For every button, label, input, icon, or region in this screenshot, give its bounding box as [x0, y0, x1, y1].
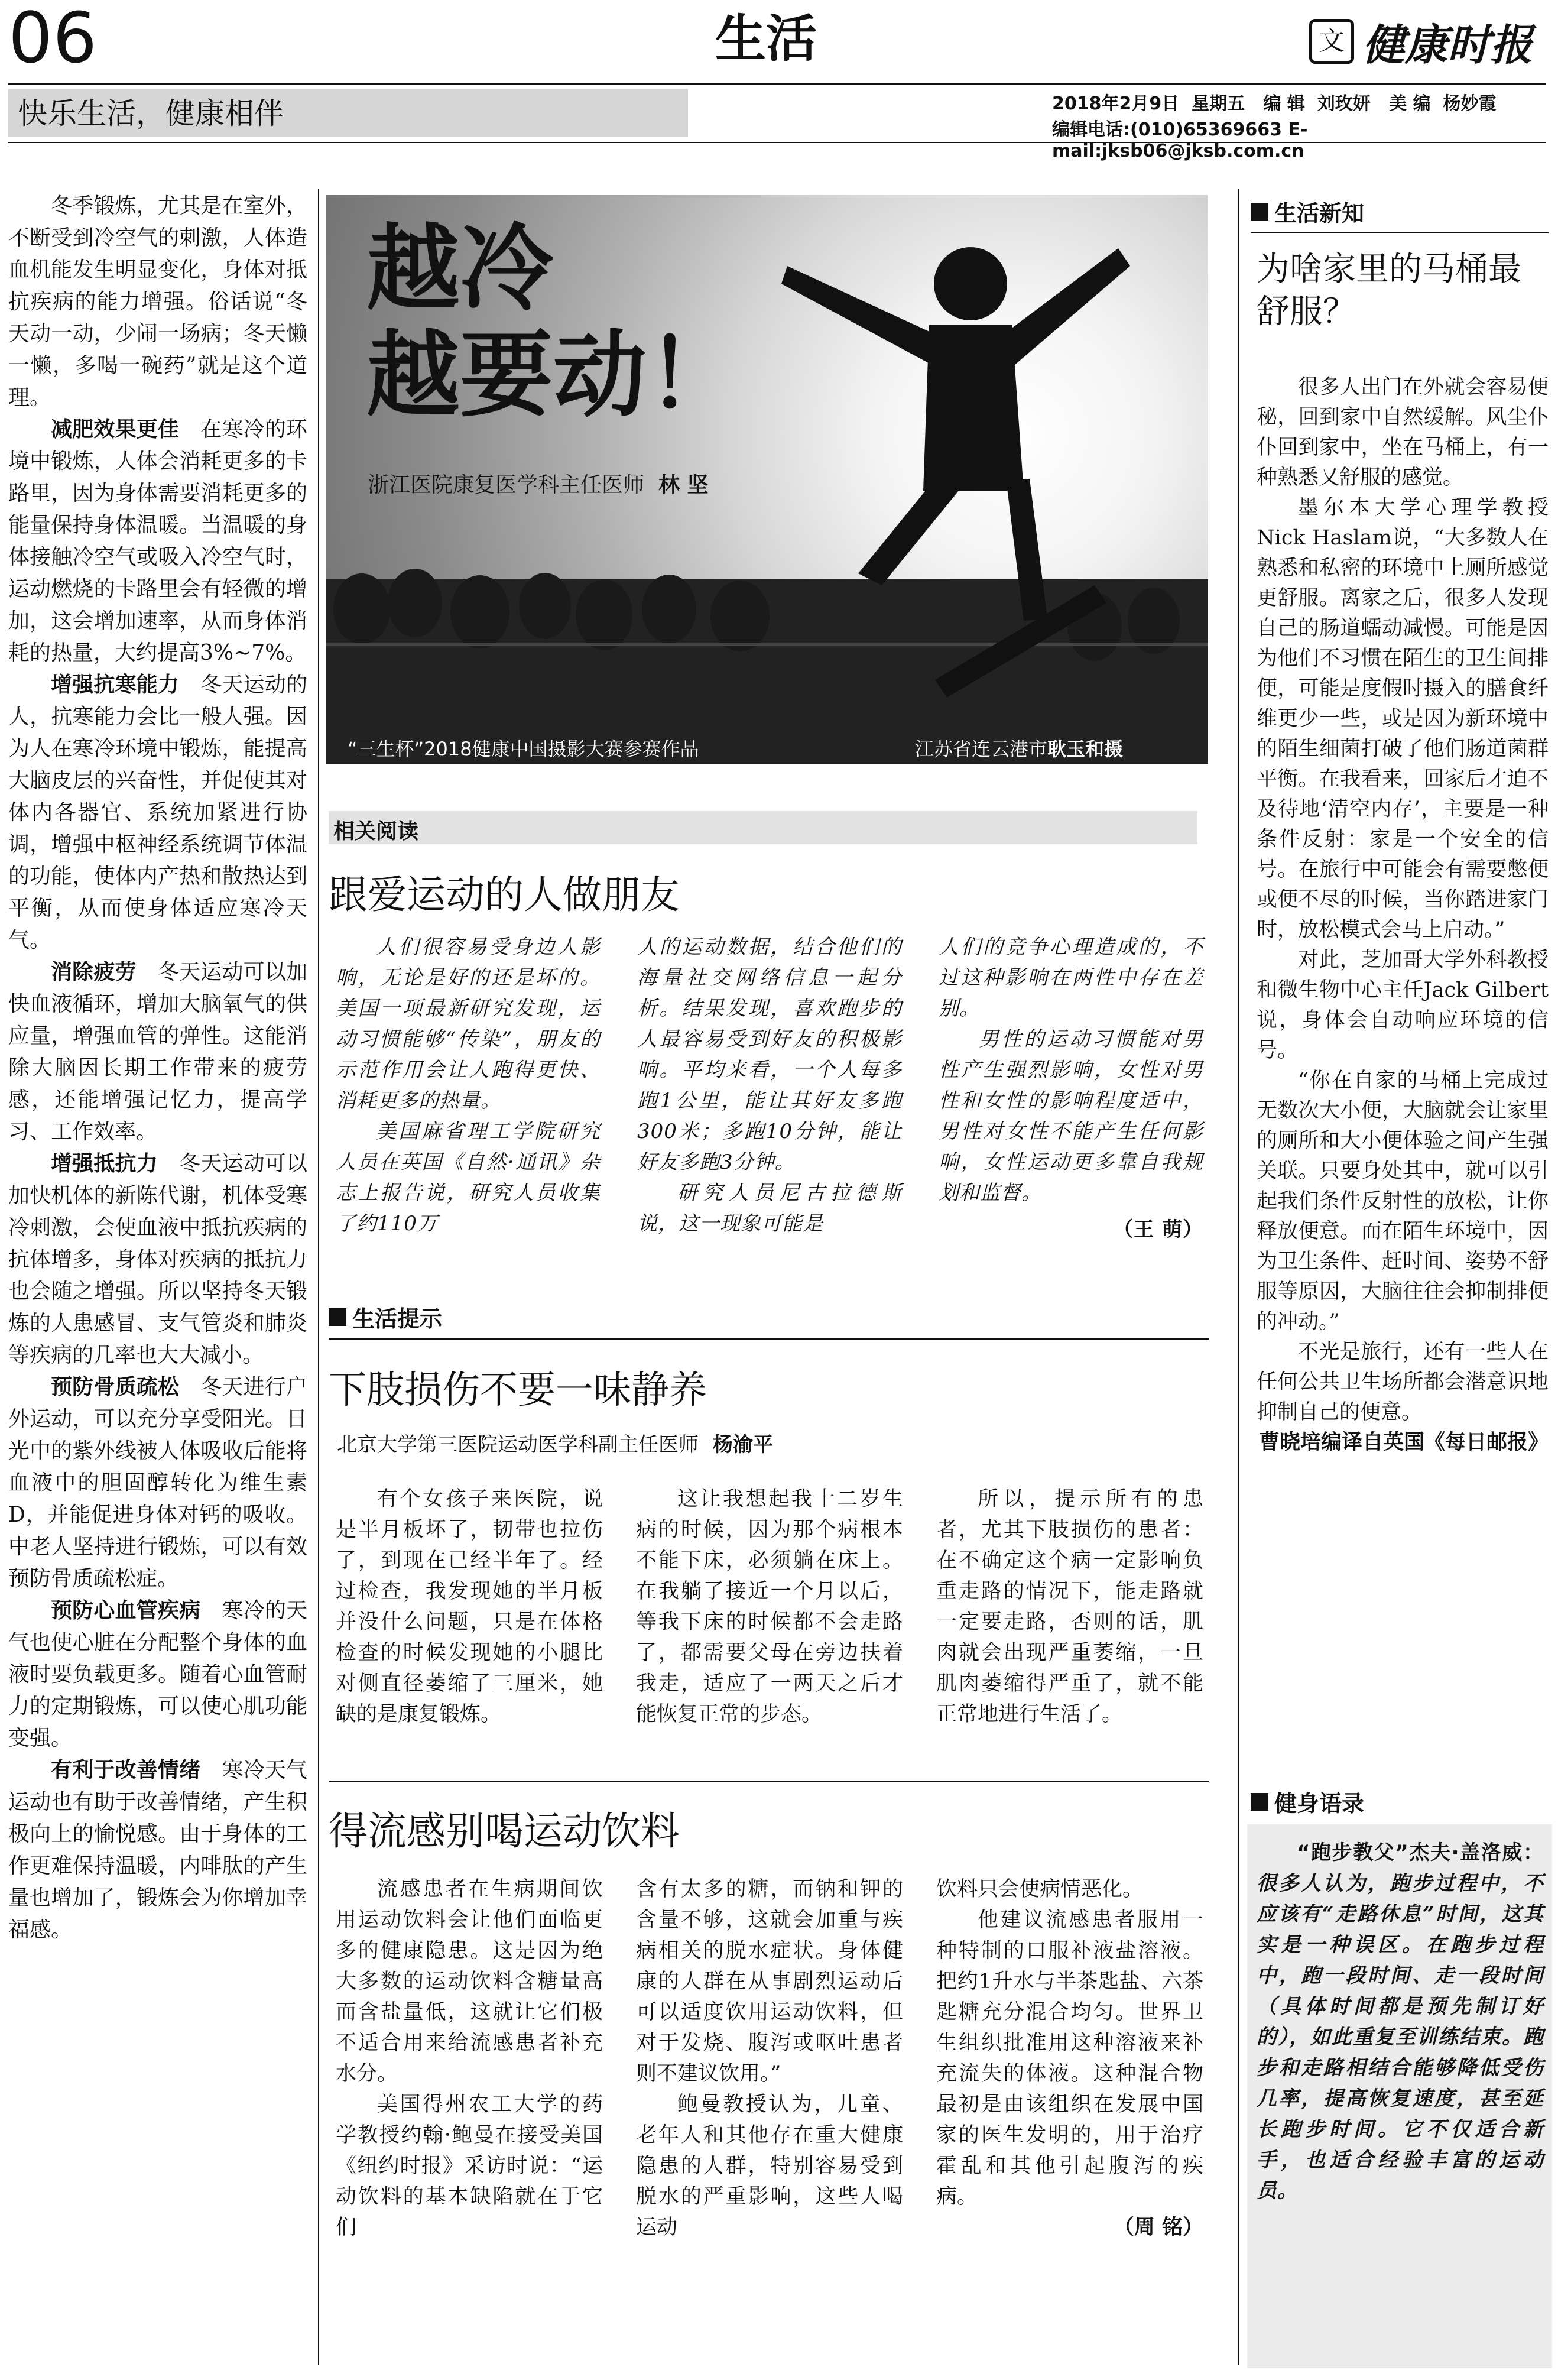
related-paragraph: 美国麻省理工学院研究人员在英国《自然·通讯》杂志上报告说，研究人员收集了约110万 [336, 1120, 601, 1236]
tips-headline: 下肢损伤不要一味静养 [329, 1369, 707, 1412]
feature-body [8, 190, 307, 1946]
knowledge-headline: 为啥家里的马桶最舒服？ [1257, 250, 1521, 331]
flu-paragraph: 他建议流感患者服用一种特制的口服补液盐溶液。把约1升水与半茶匙盐、六茶匙糖充分混合均匀。世界卫生组织批准用这种溶液来补充流失的体液。这种混合物最初是由该组织在发展中国家的医生发明的，用于治疗霍乱和其他引起腹泻的疾病。 [936, 1908, 1203, 2209]
slogan: 快乐生活，健康相伴 [18, 96, 284, 131]
section-text: 在寒冷的环境中锻炼，人体会消耗更多的卡路里，因为身体需要消耗更多的能量保持身体温暖。当温暖的身体接触冷空气或吸入冷空气时，运动燃烧的卡路里会有轻微的增加，这会增加速率，从而身体消耗的热量，大约提高3%~7%。 [8, 417, 307, 665]
knowledge-paragraph: “你在自家的马桶上完成过无数次大小便，大脑就会让家里的厕所和大小便体验之间产生强关联。只要身处其中，就可以引起我们条件反射性的放松，让你释放便意。而在陌生环境中，因为卫生条件、赶时间、姿势不舒服等原因，大脑往往会抑制排便的冲动。” [1257, 1069, 1549, 1334]
tips-col-1 [336, 1484, 603, 1730]
flu-paragraph: 鲍曼教授认为，儿童、老年人和其他存在重大健康隐患的人群，特别容易受到脱水的严重影响，这些人喝运动 [636, 2093, 903, 2239]
knowledge-paragraph: 对此，芝加哥大学外科教授和微生物中心主任Jack Gilbert说，身体会自动响应环境的信号。 [1257, 948, 1549, 1062]
related-paragraph: 人的运动数据，结合他们的海量社交网络信息一起分析。结果发现，喜欢跑步的人最容易受到好友的积极影响。平均来看，一个人每多跑1公里，能让其好友多跑300米；多跑10分钟，能让好友多跑3分钟。 [637, 935, 902, 1174]
tips-paragraph: 有个女孩子来医院，说是半月板坏了，韧带也拉伤了，到现在已经半年了。经过检查，我发现她的半月板并没什么问题，只是在体格检查的时候发现她的小腿比对侧直径萎缩了三厘米，她缺的是康复锻炼。 [336, 1487, 603, 1726]
feature-section [8, 1371, 307, 1595]
flu-paragraph: 饮料只会使病情恶化。 [936, 1878, 1144, 1901]
feature-section [8, 1755, 307, 1946]
related-col-1 [336, 932, 601, 1239]
knowledge-paragraph: 很多人出门在外就会容易便秘，回到家中自然缓解。风尘仆仆回到家中，坐在马桶上，有一种熟悉又舒服的感觉。 [1257, 375, 1549, 489]
photo-credit: 耿玉和摄 [1047, 738, 1124, 760]
knowledge-rule [1251, 232, 1549, 233]
flu-paragraph: 流感患者在生病期间饮用运动饮料会让他们面临更多的健康隐患。这是因为绝大多数的运动饮料含糖量高而含盐量低，这就让它们极不适合用来给流感患者补充水分。 [336, 1878, 603, 2086]
section-title: 生活 [715, 9, 817, 69]
tips-paragraph: 所以，提示所有的患者，尤其下肢损伤的患者：在不确定这个病一定影响负重走路的情况下，能走路就一定要走路，否则的话，肌肉就会出现严重萎缩，一旦肌肉萎缩得严重了，就不能正常地进行生活了。 [936, 1487, 1203, 1726]
section-text: 冬天进行户外运动，可以充分享受阳光。日光中的紫外线被人体吸收后能将血液中的胆固醇转化为维生素D，并能促进身体对钙的吸收。中老人坚持进行锻炼，可以有效预防骨质疏松症。 [8, 1375, 307, 1591]
knowledge-label [1251, 195, 1364, 228]
flu-col-3 [936, 1874, 1203, 2243]
related-paragraph: 人们很容易受身边人影响，无论是好的还是坏的。美国一项最新研究发现，运动习惯能够“传染”，朋友的示范作用会让人跑得更快、消耗更多的热量。 [336, 935, 601, 1113]
flu-col-1 [336, 1874, 603, 2243]
feature-intro: 冬季锻炼，尤其是在室外，不断受到冷空气的刺激，人体造血机能发生明显变化，身体对抵抗疾病的能力增强。俗话说“冬天动一动，少闹一场病；冬天懒一懒，多喝一碗药”就是这个道理。 [8, 194, 307, 410]
related-credit: （王 萌） [1113, 1218, 1203, 1241]
masthead-rule-bottom [8, 142, 1546, 143]
feature-title-line1: 越冷 [366, 215, 553, 323]
contact-line: 编辑电话:(010)65369663 E-mail:jksb06@jksb.com.cn [1052, 119, 1308, 161]
logo-seal-icon: 文 [1309, 19, 1354, 64]
column-divider-left [318, 189, 319, 2365]
flu-col-2 [636, 1874, 903, 2243]
square-bullet-icon [1251, 203, 1268, 221]
related-label: 相关阅读 [333, 819, 419, 844]
quote-text: 很多人认为，跑步过程中，不应该有“走路休息”时间，这其实是一种误区。在跑步过程中，跑一段时间、走一段时间（具体时间都是预先制订好的），如此重复至训练结束。跑步和走路相结合能够降低受伤几率，提高恢复速度，甚至延长跑步时间。它不仅适合新手，也适合经验丰富的运动员。 [1257, 1872, 1544, 2203]
square-bullet-icon [1251, 1793, 1268, 1811]
flu-headline: 得流感别喝运动饮料 [329, 1808, 680, 1854]
feature-title-line2: 越要动！ [366, 321, 740, 430]
section-text: 寒冷天气运动也有助于改善情绪，产生积极向上的愉悦感。由于身体的工作更难保持温暖，内啡肽的产生量也增加了，锻炼会为你增加幸福感。 [8, 1758, 307, 1942]
knowledge-body [1257, 372, 1549, 1458]
related-paragraph: 男性的运动习惯能对男性产生强烈影响，女性对男性和女性的影响程度适中，男性对女性不能产生任何影响，女性运动更多靠自我规划和监督。 [939, 1027, 1203, 1205]
feature-section [8, 414, 307, 669]
tips-rule [329, 1338, 1209, 1340]
tips-paragraph: 这让我想起我十二岁生病的时候，因为那个病根本不能下床，必须躺在床上。在我躺了接近一个月以后，等我下床的时候都不会走路了，都需要父母在旁边扶着我走，适应了一两天之后才能恢复正常的步态。 [636, 1487, 903, 1726]
section-lead: 消除疲劳 [51, 960, 137, 984]
related-label-bar [329, 811, 1197, 844]
quote-label-text: 健身语录 [1274, 1791, 1365, 1817]
tips-author-name: 杨渝平 [713, 1433, 773, 1457]
related-col-2 [637, 932, 902, 1239]
feature-author-name: 林 坚 [658, 473, 709, 497]
section-lead: 预防心血管疾病 [51, 1598, 201, 1623]
flu-credit: （周 铭） [1113, 2216, 1203, 2239]
tips-label [329, 1301, 442, 1333]
tips-byline [337, 1428, 773, 1457]
related-col-3 [939, 932, 1203, 1245]
section-text: 冬天运动可以加快血液循环，增加大脑氧气的供应量，增强血管的弹性。这能消除大脑因长期工作带来的疲劳感，还能增强记忆力，提高学习、工作效率。 [8, 960, 307, 1144]
related-paragraph: 人们的竞争心理造成的，不过这种影响在两性中存在差别。 [939, 935, 1203, 1020]
tips-col-3 [936, 1484, 1203, 1730]
feature-byline [368, 468, 709, 498]
column-divider-right [1238, 189, 1239, 2365]
square-bullet-icon [329, 1308, 346, 1326]
photo-caption-right [915, 734, 1123, 761]
feature-section [8, 1595, 307, 1755]
masthead-rule-top [8, 83, 1546, 85]
related-headline: 跟爱运动的人做朋友 [329, 872, 680, 917]
quote-label [1251, 1785, 1364, 1818]
section-lead: 有利于改善情绪 [51, 1758, 201, 1782]
paper-logo [1309, 11, 1533, 72]
feature-section [8, 669, 307, 956]
quote-paragraph [1257, 1837, 1544, 2206]
section-lead: 增强抗寒能力 [51, 673, 180, 697]
feature-author-role: 浙江医院康复医学科主任医师 [368, 473, 645, 497]
photo-caption-place: 江苏省连云港市 [915, 738, 1048, 760]
knowledge-label-text: 生活新知 [1274, 200, 1365, 226]
tips-author-role: 北京大学第三医院运动医学科副主任医师 [337, 1433, 699, 1457]
section-lead: 减肥效果更佳 [51, 417, 180, 442]
quote-body [1257, 1837, 1544, 2206]
tips-label-text: 生活提示 [352, 1306, 443, 1332]
flu-paragraph: 含有太多的糖，而钠和钾的含量不够，这就会加重与疾病相关的脱水症状。身体健康的人群在从事剧烈运动后可以适度饮用运动饮料，但对于发烧、腹泻或呕吐患者则不建议饮用。” [636, 1878, 903, 2086]
issue-line: 2018年2月9日 星期五 编 辑 刘玫妍 美 编 杨妙霞 [1052, 93, 1497, 114]
flu-paragraph: 美国得州农工大学的药学教授约翰·鲍曼在接受美国《纽约时报》采访时说：“运动饮料的基本缺陷就在于它们 [336, 2093, 603, 2239]
section-text: 冬天运动可以加快机体的新陈代谢，机体受寒冷刺激，会使血液中抵抗疾病的抗体增多，身体对疾病的抵抗力也会随之增强。所以坚持冬天锻炼的人患感冒、支气管炎和肺炎等疾病的几率也大大减小。 [8, 1152, 307, 1367]
quote-speaker: “跑步教父”杰夫·盖洛威： [1297, 1841, 1544, 1865]
section-lead: 预防骨质疏松 [51, 1375, 180, 1399]
section-text: 寒冷的天气也使心脏在分配整个身体的血液时要负载更多。随着心血管耐力的定期锻炼，可以使心肌功能变强。 [8, 1598, 307, 1750]
knowledge-credit: 曹晓培编译自英国《每日邮报》 [1258, 1431, 1549, 1454]
tips-col-2 [636, 1484, 903, 1730]
flu-rule [329, 1781, 1209, 1782]
related-paragraph: 研究人员尼古拉德斯说，这一现象可能是 [637, 1181, 902, 1236]
knowledge-paragraph: 墨尔本大学心理学教授Nick Haslam说，“大多数人在熟悉和私密的环境中上厕所感觉更舒服。离家之后，很多人发现自己的肠道蠕动减慢。可能是因为他们不习惯在陌生的卫生间排便，可能是度假时摄入的膳食纤维更少一些，或是因为新环境中的陌生细菌打破了他们肠道菌群平衡。在我看来，回家后才迫不及待地‘清空内存’，主要是一种条件反射：家是一个安全的信号。在旅行中可能会有需要憋便或便不尽的时候，当你踏进家门时，放松模式会马上启动。” [1257, 496, 1549, 942]
page-number: 06 [8, 0, 98, 79]
feature-section [8, 956, 307, 1148]
logo-text: 健康时报 [1362, 20, 1533, 70]
section-text: 冬天运动的人，抗寒能力会比一般人强。因为人在寒冷环境中锻炼，能提高大脑皮层的兴奋性，并促使其对体内各器官、系统加紧进行协调，增强中枢神经系统调节体温的功能，使体内产热和散热达到平衡，从而使身体适应寒冷天气。 [8, 673, 307, 952]
photo-caption-left: “三生杯”2018健康中国摄影大赛参赛作品 [348, 738, 699, 760]
section-lead: 增强抵抗力 [51, 1152, 158, 1176]
feature-section [8, 1148, 307, 1371]
knowledge-paragraph: 不光是旅行，还有一些人在任何公共卫生场所都会潜意识地抑制自己的便意。 [1257, 1340, 1549, 1424]
